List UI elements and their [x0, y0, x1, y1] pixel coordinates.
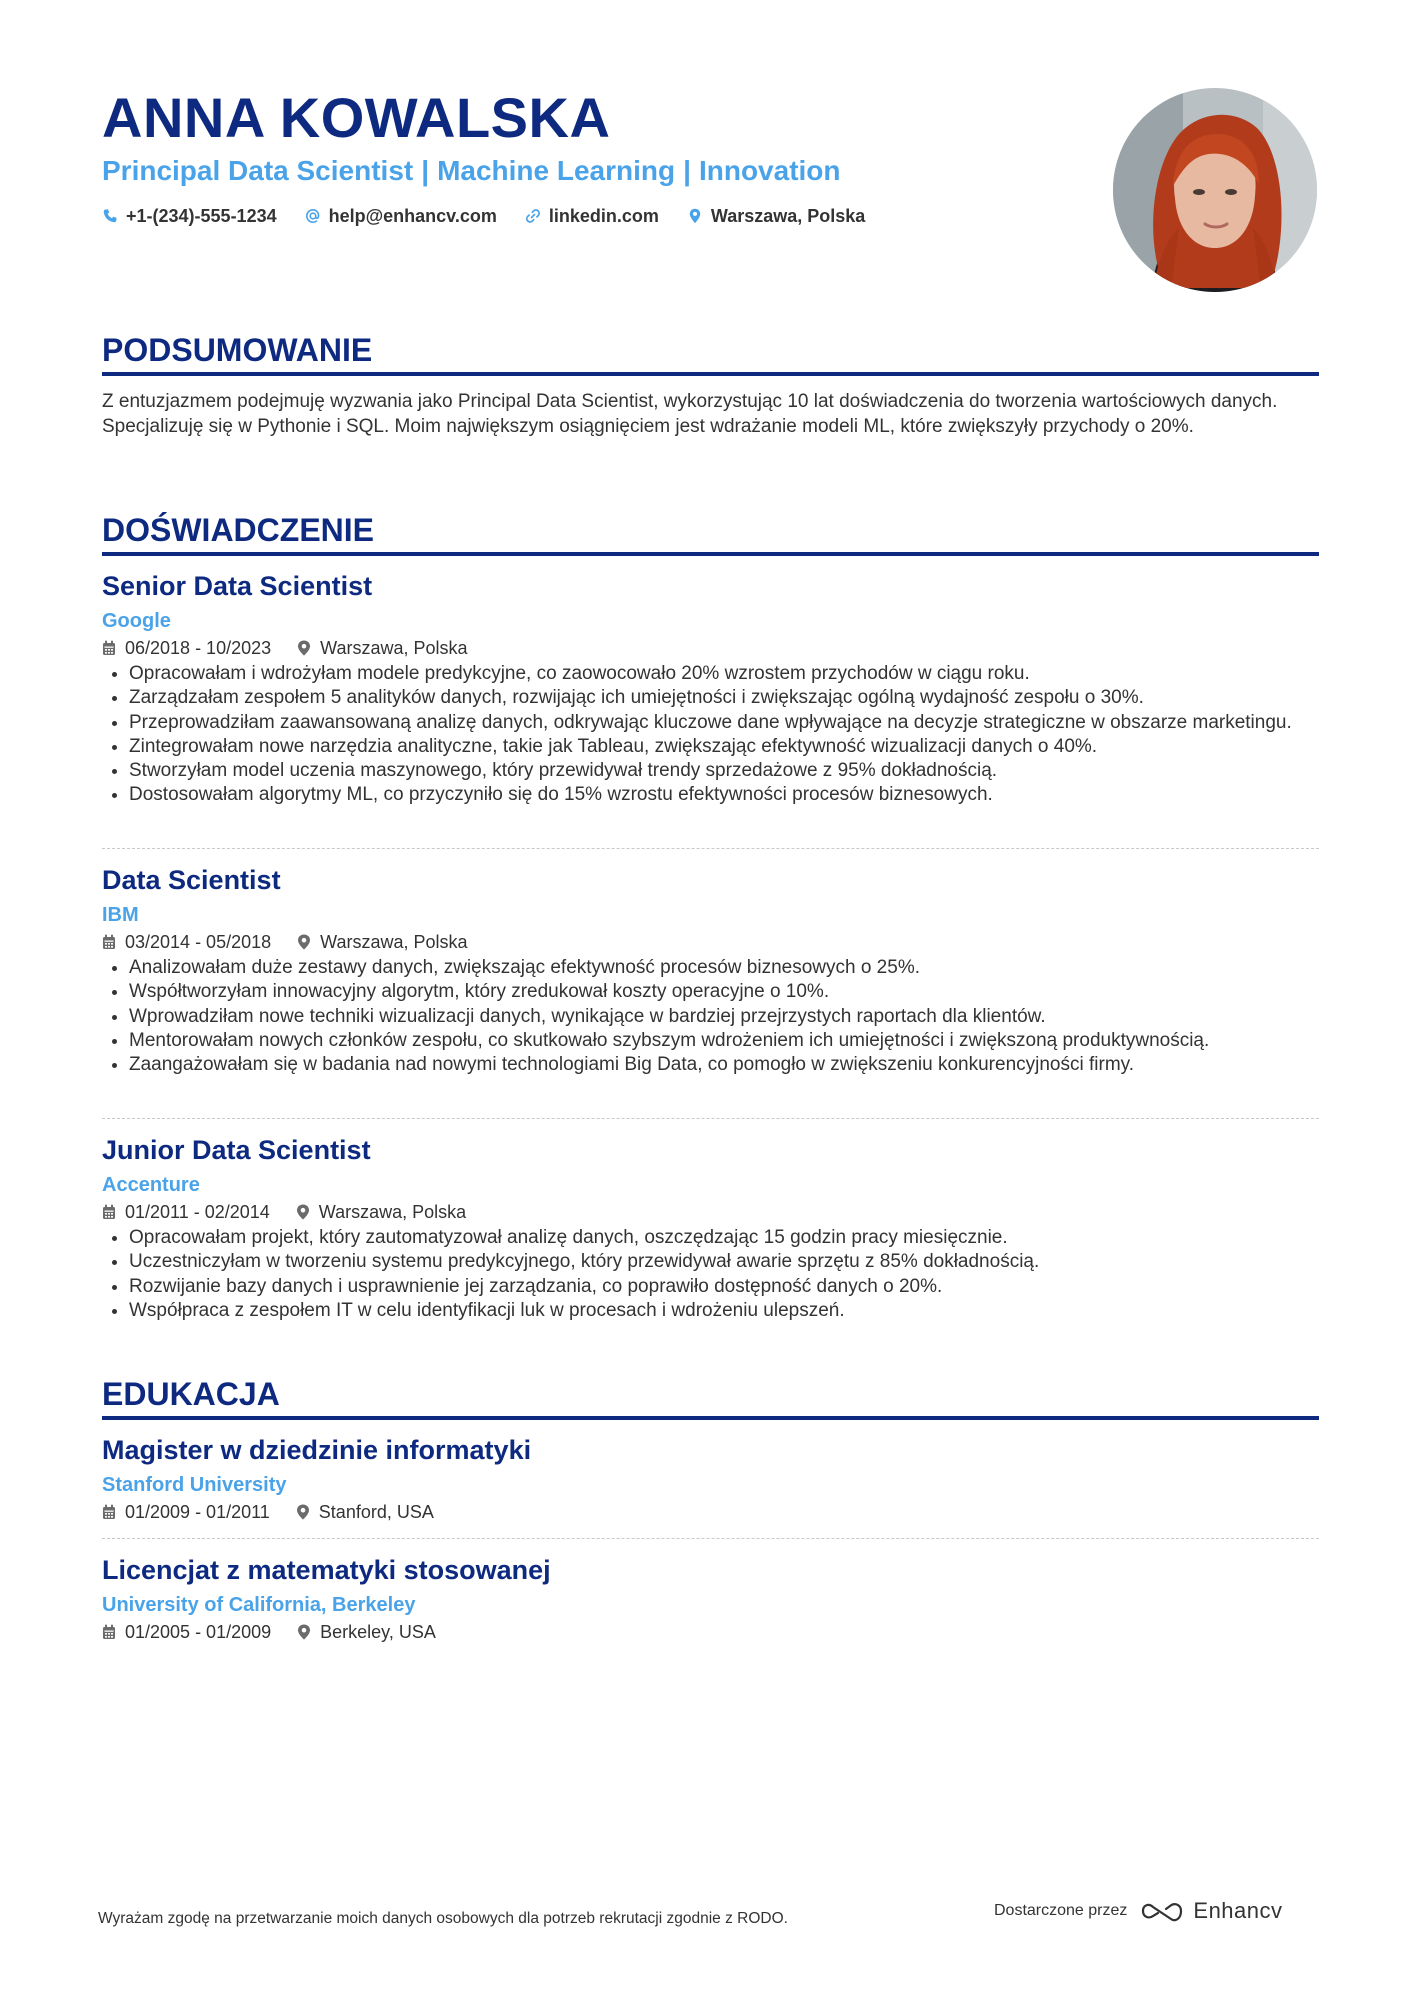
job-title: Senior Data Scientist — [102, 571, 373, 601]
candidate-name: ANNA KOWALSKA — [102, 86, 611, 149]
education-location: Berkeley, USA — [320, 1622, 436, 1642]
experience-entry — [102, 570, 1319, 808]
job-title: Data Scientist — [102, 865, 281, 895]
calendar-icon — [102, 1504, 116, 1520]
headline-field: Machine Learning — [437, 155, 676, 186]
headline — [102, 154, 841, 188]
at-icon — [305, 208, 321, 224]
location-pin-icon — [687, 208, 703, 224]
profile-photo — [1113, 88, 1317, 292]
list-item: • Zaangażowałam się w badania nad nowymi technologiami Big Data, co pomogło w zwiększeniu konkurencyjności firmy. — [129, 1053, 1319, 1077]
contact-bar — [102, 204, 865, 228]
job-location: Warszawa, Polska — [318, 1202, 467, 1222]
list-item: • Dostosowałam algorytmy ML, co przyczyniło się do 15% wzrostu efektywności procesów biznesowych. — [129, 783, 1319, 807]
list-item: • Mentorowałam nowych członków zespołu, co skutkowało szybszym wdrożeniem ich umiejętności i zwiększoną produktywnością. — [129, 1029, 1319, 1053]
gdpr-consent: Wyrażam zgodę na przetwarzanie moich danych osobowych dla potrzeb rekrutacji zgodnie z RODO. — [98, 1910, 788, 1927]
company-name: Google — [102, 610, 171, 632]
powered-by[interactable] — [994, 1898, 1283, 1924]
linkedin-text: linkedin.com — [548, 206, 659, 226]
job-bullets — [102, 956, 1319, 1077]
enhancv-logo — [1139, 1898, 1282, 1924]
headline-role: Principal Data Scientist — [102, 155, 414, 186]
company-name: IBM — [102, 904, 139, 926]
powered-by-label: Dostarczone przez — [994, 1902, 1128, 1919]
headline-separator: | — [421, 155, 430, 186]
section-title-education: EDUKACJA — [102, 1376, 280, 1412]
location-pin-icon — [297, 640, 311, 656]
job-meta — [102, 636, 1319, 660]
job-dates: 01/2011 - 02/2014 — [125, 1202, 270, 1222]
calendar-icon — [102, 640, 116, 656]
job-location: Warszawa, Polska — [320, 638, 468, 658]
list-item: • Zintegrowałam nowe narzędzia analityczne, takie jak Tableau, zwiększając efektywność wizualizacji danych o 40%. — [129, 735, 1319, 759]
education-meta — [102, 1620, 1319, 1644]
list-item: • Analizowałam duże zestawy danych, zwiększając efektywność procesów biznesowych o 25%. — [129, 956, 1319, 980]
job-meta — [102, 930, 1319, 954]
list-item: • Opracowałam i wdrożyłam modele predykcyjne, co zaowocowało 20% wzrostem przychodów w ciągu roku. — [129, 662, 1319, 686]
experience-entry — [102, 1134, 1319, 1323]
location-pin-icon — [297, 934, 311, 950]
headline-separator: | — [683, 155, 691, 186]
list-item: • Zarządzałam zespołem 5 analityków danych, rozwijając ich umiejętności i zwiększając ogólną wydajność zespołu o 30%. — [129, 686, 1319, 710]
entry-divider — [102, 1118, 1319, 1119]
phone-text: +1-(234)-555-1234 — [126, 206, 277, 226]
list-item: • Rozwijanie bazy danych i usprawnienie jej zarządzania, co poprawiło dostępność danych o 20%. — [129, 1275, 1319, 1299]
location-pin-icon — [297, 1624, 311, 1640]
job-location: Warszawa, Polska — [320, 932, 468, 952]
education-dates: 01/2009 - 01/2011 — [125, 1502, 270, 1522]
location-pin-icon — [296, 1504, 310, 1520]
education-dates: 01/2005 - 01/2009 — [125, 1622, 272, 1642]
calendar-icon — [102, 934, 116, 950]
job-meta — [102, 1200, 1319, 1224]
education-entry — [102, 1434, 1319, 1524]
calendar-icon — [102, 1204, 116, 1220]
list-item: • Współtworzyłam innowacyjny algorytm, który zredukował koszty operacyjne o 10%. — [129, 980, 1319, 1004]
location-text: Warszawa, Polska — [710, 206, 866, 226]
school-name: University of California, Berkeley — [102, 1594, 416, 1616]
contact-linkedin[interactable] — [525, 204, 659, 228]
headline-focus: Innovation — [698, 155, 841, 186]
brand-name: Enhancv — [1193, 1898, 1283, 1923]
enhancv-logo-icon — [1139, 1900, 1185, 1922]
contact-email[interactable] — [305, 204, 497, 228]
phone-icon — [102, 208, 118, 224]
job-bullets — [102, 1226, 1319, 1323]
list-item: • Uczestniczyłam w tworzeniu systemu predykcyjnego, który przewidywał awarie sprzętu z 85% dokładnością. — [129, 1250, 1319, 1274]
list-item: • Przeprowadziłam zaawansowaną analizę danych, odkrywając kluczowe dane wpływające na decyzje strategiczne w obszarze marketingu. — [129, 711, 1319, 735]
entry-divider — [102, 848, 1319, 849]
section-rule — [102, 372, 1319, 376]
job-title: Junior Data Scientist — [102, 1135, 371, 1165]
calendar-icon — [102, 1624, 116, 1640]
company-name: Accenture — [102, 1174, 200, 1196]
school-name: Stanford University — [102, 1474, 287, 1496]
contact-location — [687, 204, 865, 228]
entry-divider — [102, 1538, 1319, 1539]
degree-title: Magister w dziedzinie informatyki — [102, 1435, 532, 1465]
list-item: • Wprowadziłam nowe techniki wizualizacji danych, wynikające w bardziej przejrzystych raportach dla klientów. — [129, 1005, 1319, 1029]
degree-title: Licencjat z matematyki stosowanej — [102, 1555, 551, 1585]
education-meta — [102, 1500, 1319, 1524]
section-title-summary: PODSUMOWANIE — [102, 332, 373, 368]
education-entry — [102, 1554, 1319, 1644]
list-item: • Stworzyłam model uczenia maszynowego, który przewidywał trendy sprzedażowe z 95% dokładnością. — [129, 759, 1319, 783]
location-pin-icon — [296, 1204, 310, 1220]
summary-text: Z entuzjazmem podejmuję wyzwania jako Principal Data Scientist, wykorzystując 10 lat doświadczenia do tworzenia wartościowych danych. Specjalizuję się w Pythonie i SQL. Moim największym osiągnięciem jest wdrażanie modeli ML, które zwiększyły przychody o 20%. — [102, 391, 1278, 437]
link-icon — [525, 208, 541, 224]
job-dates: 06/2018 - 10/2023 — [125, 638, 272, 658]
email-text: help@enhancv.com — [328, 206, 497, 226]
job-bullets — [102, 662, 1319, 808]
education-location: Stanford, USA — [318, 1502, 434, 1522]
contact-phone[interactable] — [102, 204, 277, 228]
section-rule — [102, 552, 1319, 556]
list-item: • Współpraca z zespołem IT w celu identyfikacji luk w procesach i wdrożeniu ulepszeń. — [129, 1299, 1319, 1323]
job-dates: 03/2014 - 05/2018 — [125, 932, 272, 952]
section-rule — [102, 1416, 1319, 1420]
section-title-experience: DOŚWIADCZENIE — [102, 512, 374, 548]
list-item: • Opracowałam projekt, który zautomatyzował analizę danych, oszczędzając 15 godzin pracy miesięcznie. — [129, 1226, 1319, 1250]
experience-entry — [102, 864, 1319, 1077]
